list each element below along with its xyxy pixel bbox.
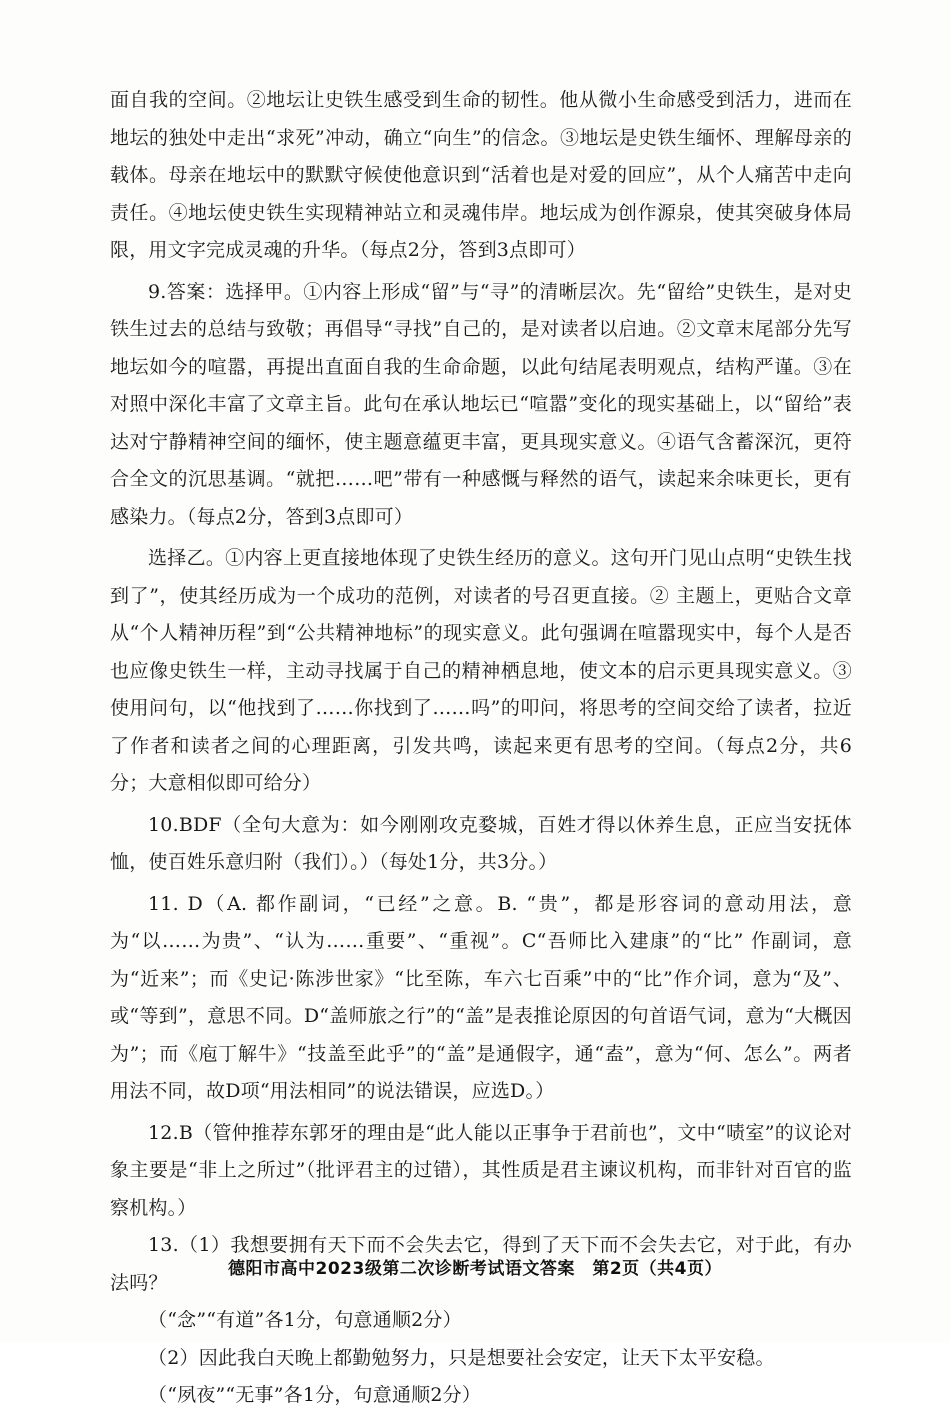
answer-content (110, 82, 852, 1415)
answer-12: 12.B（管仲推荐东郭牙的理由是“此人能以正事争于君前也”，文中“啧室”的议论对象主要是“非上之所过”（批评君主的过错），其性质是君主谏议机构，而非针对百官的监察机构。） (110, 1121, 852, 1219)
answer-13-part-2: （2）因此我白天晚上都勤勉努力，只是想要社会安定，让天下太平安稳。 (148, 1346, 775, 1369)
answer-13-part-1-scoring: （“念”“有道”各1分，句意通顺2分） (148, 1309, 462, 1331)
answer-9-option-b: 选择乙。①内容上更直接地体现了史铁生经历的意义。这句开门见山点明“史铁生找到了”，使其经历成为一个成功的范例，对读者的号召更直接。② 主题上，更贴合文章从“个人精神历程”到“公共精神地标”的现实意义。此句强调在喧嚣现实中，每个人是否也应像史铁生一样，主动寻找属于自己的精神栖息地，使文本的启示更具现实意义。③ 使用问句，以“他找到了……你找到了……吗”的叩问，将思考的空间交给了读者，拉近了作者和读者之间的心理距离，引发共鸣，读起来更有思考的空间。（每点2分，共6分；大意相似即可给分） (110, 547, 852, 794)
answer-13-part-2-scoring: （“夙夜”“无事”各1分，句意通顺2分） (148, 1384, 482, 1406)
answer-10: 10.BDF（全句大意为：如今刚刚攻克婺城，百姓才得以休养生息，正应当安抚体恤，使百姓乐意归附（我们）。）（每处1分，共3分。） (110, 813, 852, 873)
answer-13-part-1: 13.（1）我想要拥有天下而不会失去它，得到了天下而不会失去它，对于此，有办法吗？ (110, 1234, 852, 1294)
answer-8-continuation: 面自我的空间。②地坛让史铁生感受到生命的韧性。他从微小生命感受到活力，进而在地坛的独处中走出“求死”冲动，确立“向生”的信念。③地坛是史铁生缅怀、理解母亲的载体。母亲在地坛中的默默守候使他意识到“活着也是对爱的回应”，从个人痛苦中走向责任。④地坛使史铁生实现精神站立和灵魂伟岸。地坛成为创作源泉，使其突破身体局限，用文字完成灵魂的升华。（每点2分，答到3点即可） (110, 89, 852, 261)
answer-11: 11. D（A. 都作副词，“已经”之意。B. “贵”，都是形容词的意动用法，意为“以……为贵”、“认为……重要”、“重视”。C“吾师比入建康”的“比” 作副词，意为“近来”；而《史记·陈涉世家》“比至陈，车六七百乘”中的“比”作介词，意为“及”、或“等到”，意思不同。D“盖师旅之行”的“盖”是表推论原因的句首语气词，意为“大概因为”；而《庖丁解牛》“技盖至此乎”的“盖”是通假字，通“盍”，意为“何、怎么”。两者用法不同，故D项“用法相同”的说法错误，应选D。） (110, 892, 852, 1102)
page-footer: 德阳市高中2023级第二次诊断考试语文答案 第2页（共4页） (228, 1259, 722, 1279)
answer-9-option-a: 9.答案：选择甲。①内容上形成“留”与“寻”的清晰层次。先“留给”史铁生，是对史铁生过去的总结与致敬；再倡导“寻找”自己的，是对读者以启迪。②文章末尾部分先写地坛如今的喧嚣，再提出直面自我的生命命题，以此句结尾表明观点，结构严谨。③在对照中深化丰富了文章主旨。此句在承认地坛已“喧嚣”变化的现实基础上，以“留给”表达对宁静精神空间的缅怀，使主题意蕴更丰富，更具现实意义。④语气含蓄深沉，更符合全文的沉思基调。“就把……吧”带有一种感慨与释然的语气，读起来余味更长，更有感染力。（每点2分，答到3点即可） (110, 280, 852, 528)
